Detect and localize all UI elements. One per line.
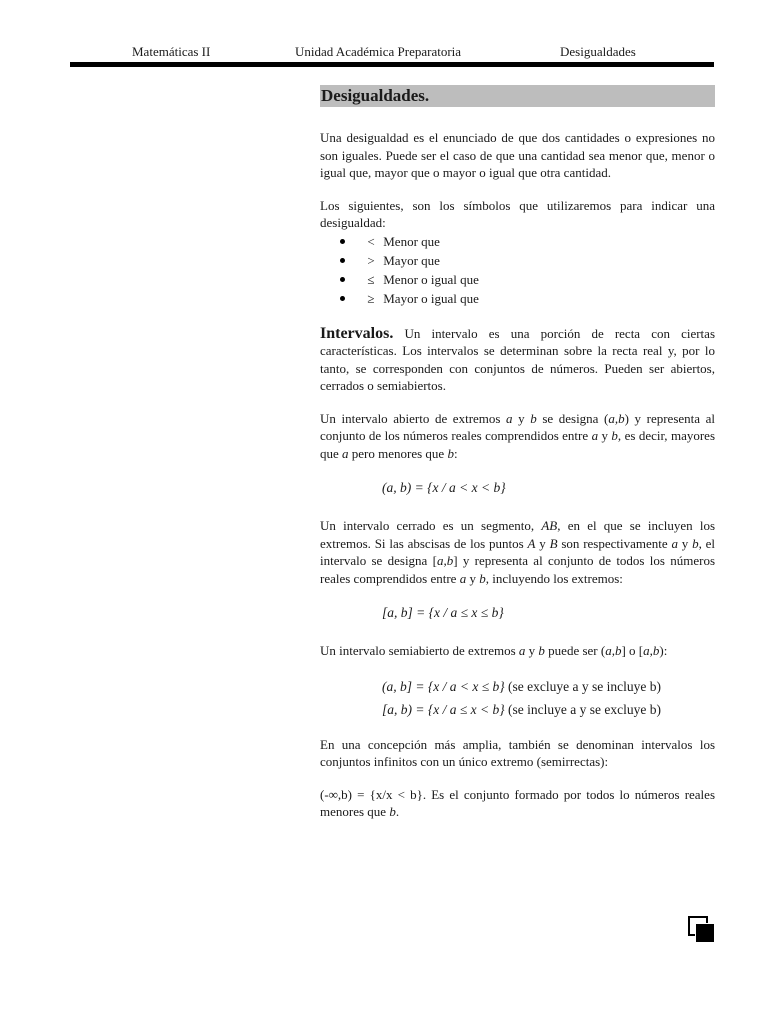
text-run: se designa ( (536, 410, 609, 426)
text-run: Un intervalo abierto de extremos (320, 410, 507, 426)
half-open-formula-2 (382, 698, 715, 721)
var-a: a (506, 410, 513, 426)
var-A: A (527, 535, 536, 551)
var-a: a (518, 643, 526, 658)
text-run: ] o [ (621, 643, 644, 658)
var-b: b (389, 804, 396, 819)
text-run: pero menores que (348, 445, 448, 461)
bullet-icon (340, 239, 345, 244)
list-item (320, 270, 715, 289)
formula-text: (a, b) = {x / a < x < b} (382, 480, 506, 495)
var-a: a (342, 445, 349, 461)
header-unit: Unidad Académica Preparatoria (295, 44, 462, 59)
half-open-paragraph (320, 642, 715, 660)
infinite-interval-paragraph (320, 786, 715, 821)
symbols-intro: Los siguientes, son los símbolos que utilizaremos para indicar una desigualdad: (320, 197, 715, 230)
formula-note: (se incluye a y se excluye b) (504, 701, 661, 717)
text-run: son respectivamente (557, 535, 672, 551)
intervals-paragraph (320, 325, 715, 395)
list-item (320, 232, 715, 251)
var-a: a (459, 570, 467, 586)
text-run: , el intervalo se designa [ (320, 535, 715, 568)
infinite-set: (-∞,b) = {x/x < b} (320, 786, 423, 802)
text-run: y (525, 643, 539, 658)
intervals-text: Un intervalo es una porción de recta con ciertas características. Los intervalos se determinan sobre la recta real y, por lo tanto, se corresponden con conjuntos de números. Pueden ser abiertos, cerrados o semiabiertos. (320, 325, 715, 393)
var-ab: a,b (605, 643, 622, 658)
main-content (320, 85, 715, 836)
symbol-greater-equal: ≥ (367, 290, 375, 306)
open-interval-formula (320, 477, 715, 499)
symbols-list (320, 232, 715, 308)
var-AB: AB (541, 518, 558, 533)
bullet-icon (340, 258, 345, 263)
closed-interval-paragraph (320, 517, 715, 587)
text-run: y (512, 410, 531, 426)
text-run: y (466, 570, 480, 586)
var-b: b (611, 428, 618, 443)
open-interval-paragraph (320, 410, 715, 463)
symbol-label: Mayor que (383, 252, 440, 268)
text-run: y (677, 535, 693, 551)
var-a: a (591, 428, 599, 443)
text-run: y (535, 535, 550, 551)
list-item (320, 289, 715, 308)
formula-text: (a, b] = {x / a < x ≤ b} (382, 678, 505, 694)
intervals-heading: Intervalos. (320, 324, 394, 342)
page-corner-icon (688, 916, 714, 942)
text-run: Un intervalo cerrado es un segmento, (320, 518, 542, 533)
text-run: puede ser ( (544, 643, 606, 658)
closed-interval-formula (320, 602, 715, 624)
header-course: Matemáticas II (132, 44, 211, 59)
text-run: . (395, 804, 400, 819)
text-run: ) y representa al conjunto de los números reales comprendidos entre (320, 410, 716, 443)
symbol-less: < (367, 233, 375, 249)
symbol-less-equal: ≤ (367, 271, 375, 287)
text-run: : (453, 445, 458, 461)
var-a: a (671, 535, 678, 551)
var-ab: a,b (643, 643, 660, 658)
broad-concept-paragraph: En una concepción más amplia, también se denominan intervalos los conjuntos infinitos con un único extremo (semirrectas): (320, 736, 715, 769)
text-run: , es decir, mayores que (320, 428, 716, 461)
var-b: b (692, 535, 699, 551)
text-run: , en el que se incluyen los extremos. Si las abscisas de los puntos (320, 518, 716, 551)
half-open-formulas (320, 675, 715, 721)
formula-note: (se excluye a y se incluye b) (504, 678, 661, 694)
var-b: b (538, 643, 545, 658)
var-b: b (447, 445, 454, 461)
text-run: ] y representa al conjunto de todos los números reales comprendidos entre (320, 553, 716, 586)
var-B: B (549, 535, 558, 551)
list-item (320, 251, 715, 270)
corner-square-front (695, 923, 715, 943)
symbol-greater: > (367, 252, 375, 268)
page-header (70, 44, 714, 62)
half-open-formula-1 (382, 675, 715, 698)
intro-paragraph: Una desigualdad es el enunciado de que dos cantidades o expresiones no son iguales. Puede ser el caso de que una cantidad sea menor que, menor o igual que, mayor que o mayor o igual que otra cantidad. (320, 130, 715, 180)
bullet-icon (340, 296, 345, 301)
header-topic: Desigualdades (560, 44, 636, 59)
bullet-icon (340, 277, 345, 282)
var-ab: a,b (608, 410, 625, 426)
var-ab: a,b (436, 553, 454, 568)
var-b: b (479, 570, 486, 586)
var-b: b (530, 410, 537, 426)
symbol-label: Mayor o igual que (383, 290, 479, 306)
formula-text: [a, b] = {x / a ≤ x ≤ b} (382, 605, 504, 620)
text-run: . Es el conjunto formado por todos lo números reales menores que (320, 786, 715, 819)
header-rule (70, 62, 714, 67)
page-title: Desigualdades. (320, 85, 715, 107)
symbol-label: Menor o igual que (383, 271, 479, 287)
text-run: Un intervalo semiabierto de extremos (320, 643, 519, 658)
text-run: ): (659, 643, 668, 658)
text-run: y (598, 428, 612, 443)
formula-text: [a, b) = {x / a ≤ x < b} (382, 701, 505, 717)
symbol-label: Menor que (383, 233, 440, 249)
text-run: , incluyendo los extremos: (485, 570, 623, 586)
